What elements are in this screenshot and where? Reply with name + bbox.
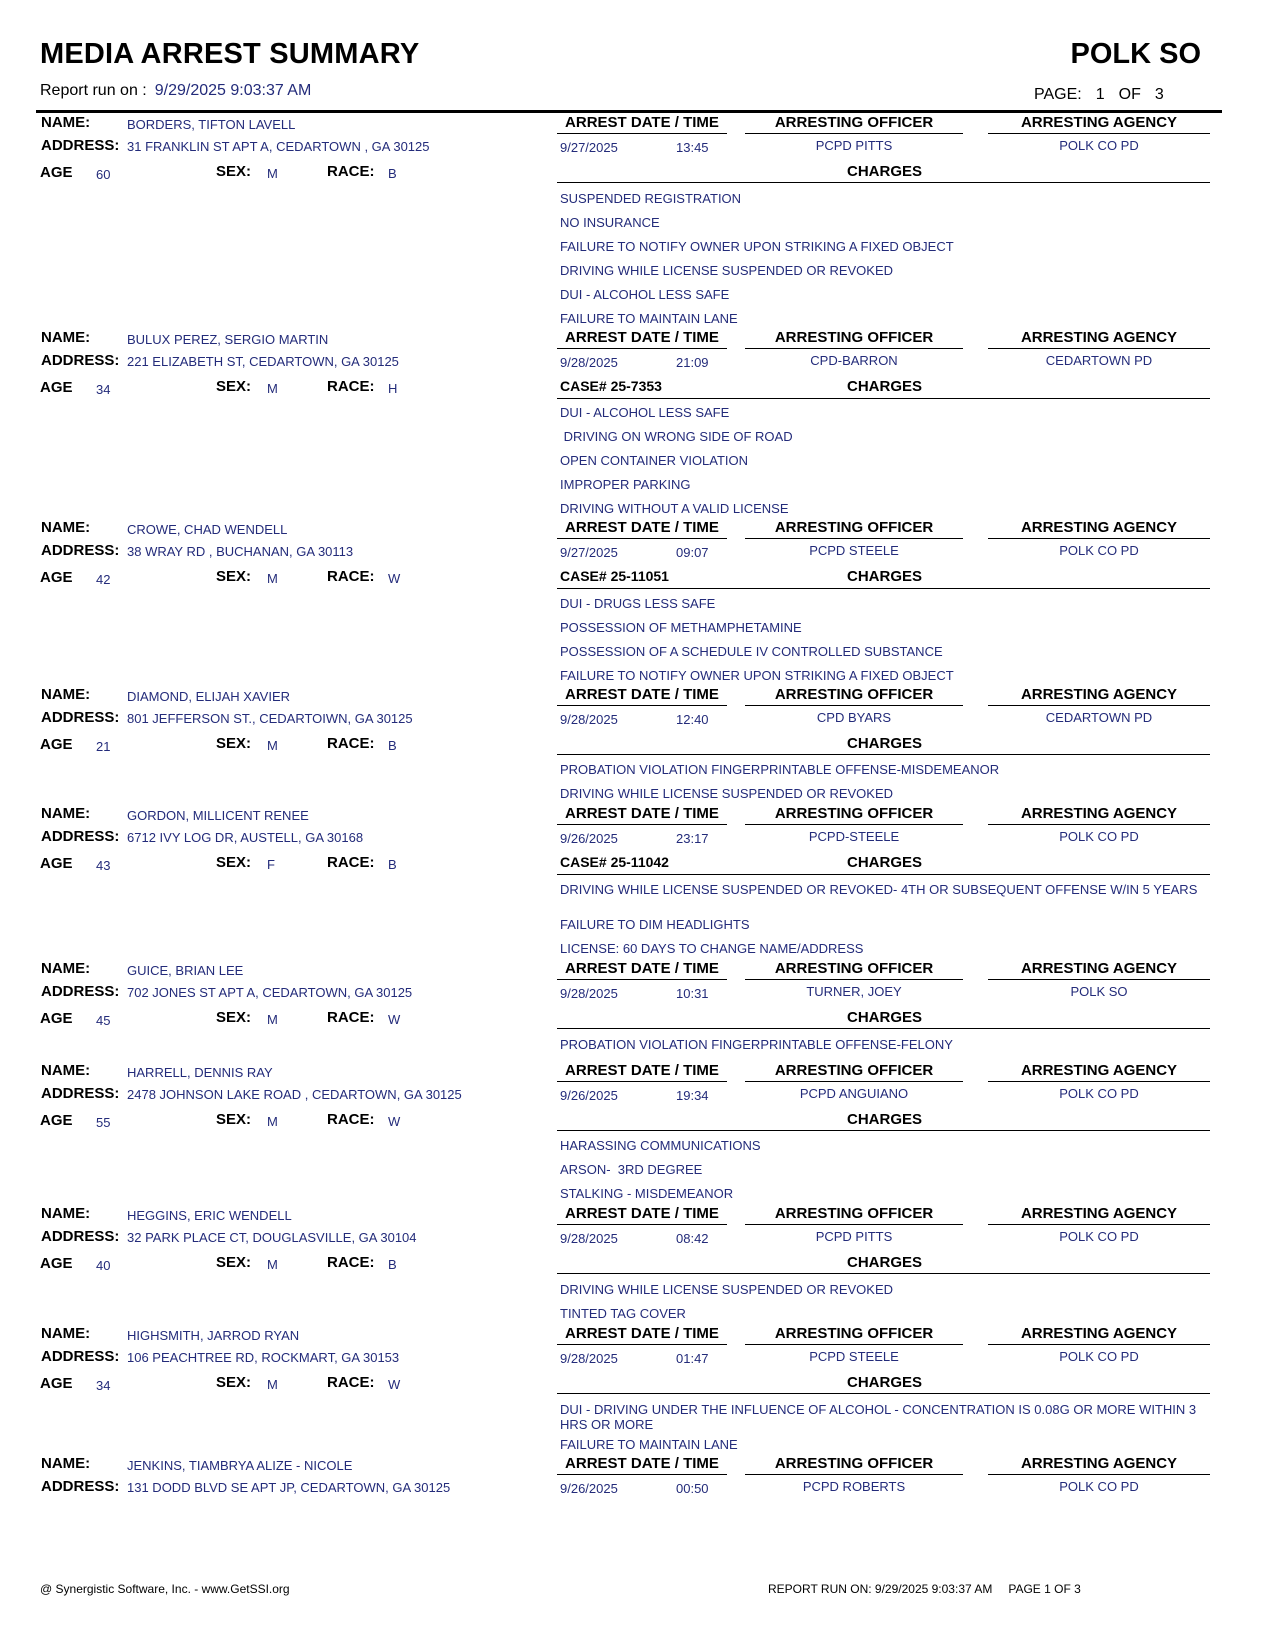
arrest-datetime-underline <box>557 1224 727 1225</box>
case-number: CASE# 25-11051 <box>560 568 669 584</box>
officer-underline <box>745 705 963 706</box>
age-label: AGE <box>40 379 73 396</box>
arresting-officer: PCPD-STEELE <box>808 829 900 844</box>
agency-header: ARRESTING AGENCY <box>1020 805 1178 822</box>
race-label: RACE: <box>327 1009 375 1026</box>
person-age: 60 <box>96 167 111 182</box>
arrest-time: 12:40 <box>676 712 709 727</box>
arrest-datetime-header: ARREST DATE / TIME <box>565 1205 719 1222</box>
officer-header: ARRESTING OFFICER <box>774 1455 934 1472</box>
sex-label: SEX: <box>216 163 252 180</box>
charge-item: DRIVING WHILE LICENSE SUSPENDED OR REVOKED <box>560 1282 894 1297</box>
arrest-datetime-header: ARREST DATE / TIME <box>565 1455 719 1472</box>
age-label: AGE <box>40 1112 73 1129</box>
person-age: 34 <box>96 1378 111 1393</box>
charges-header: CHARGES <box>847 854 923 871</box>
agency-underline <box>988 538 1210 539</box>
charge-item: STALKING - MISDEMEANOR <box>560 1186 734 1201</box>
header-rule <box>36 110 1222 113</box>
race-label: RACE: <box>327 568 375 585</box>
case-number: CASE# 25-11042 <box>560 854 669 870</box>
arresting-officer: PCPD ANGUIANO <box>799 1086 909 1101</box>
arrest-date: 9/27/2025 <box>560 545 618 560</box>
charges-header: CHARGES <box>847 568 923 585</box>
report-run-value: 9/29/2025 9:03:37 AM <box>154 82 312 99</box>
arrest-date: 9/26/2025 <box>560 1088 618 1103</box>
page-number: 1 <box>1095 86 1105 103</box>
charge-item: NO INSURANCE <box>560 215 660 230</box>
person-name: GUICE, BRIAN LEE <box>127 963 244 978</box>
agency-underline <box>988 1081 1210 1082</box>
race-label: RACE: <box>327 1254 375 1271</box>
person-race: W <box>388 1377 401 1392</box>
arrest-date: 9/28/2025 <box>560 355 618 370</box>
charge-item: DUI - ALCOHOL LESS SAFE <box>560 405 730 420</box>
person-age: 34 <box>96 382 111 397</box>
name-label: NAME: <box>41 1205 91 1222</box>
charge-item: DRIVING WHILE LICENSE SUSPENDED OR REVOKED- 4TH OR SUBSEQUENT OFFENSE W/IN 5 YEARS <box>560 882 1198 897</box>
officer-underline <box>745 133 963 134</box>
officer-underline <box>745 538 963 539</box>
name-label: NAME: <box>41 329 91 346</box>
arrest-time: 21:09 <box>676 355 709 370</box>
address-label: ADDRESS: <box>41 542 120 559</box>
arrest-datetime-underline <box>557 538 727 539</box>
age-label: AGE <box>40 855 73 872</box>
name-label: NAME: <box>41 1455 91 1472</box>
arrest-date: 9/28/2025 <box>560 1351 618 1366</box>
officer-underline <box>745 1081 963 1082</box>
agency-underline <box>988 705 1210 706</box>
arresting-officer: PCPD PITTS <box>815 138 893 153</box>
sex-label: SEX: <box>216 568 252 585</box>
officer-header: ARRESTING OFFICER <box>774 805 934 822</box>
officer-header: ARRESTING OFFICER <box>774 686 934 703</box>
officer-header: ARRESTING OFFICER <box>774 960 934 977</box>
person-sex: M <box>267 1012 278 1027</box>
charge-item: PROBATION VIOLATION FINGERPRINTABLE OFFENSE-MISDEMEANOR <box>560 762 1000 777</box>
charge-item: FAILURE TO MAINTAIN LANE <box>560 311 738 326</box>
footer-run-on: REPORT RUN ON: 9/29/2025 9:03:37 AM <box>768 1582 993 1596</box>
charges-underline <box>557 754 1210 755</box>
arrest-datetime-header: ARREST DATE / TIME <box>565 1062 719 1079</box>
charge-item: DRIVING WHILE LICENSE SUSPENDED OR REVOKED <box>560 786 894 801</box>
arrest-datetime-header: ARREST DATE / TIME <box>565 519 719 536</box>
agency-header: ARRESTING AGENCY <box>1020 1205 1178 1222</box>
arrest-time: 19:34 <box>676 1088 709 1103</box>
person-age: 45 <box>96 1013 111 1028</box>
officer-underline <box>745 979 963 980</box>
arrest-datetime-header: ARREST DATE / TIME <box>565 1325 719 1342</box>
arrest-date: 9/28/2025 <box>560 986 618 1001</box>
person-name: JENKINS, TIAMBRYA ALIZE - NICOLE <box>127 1458 353 1473</box>
person-age: 21 <box>96 739 111 754</box>
arrest-date: 9/26/2025 <box>560 831 618 846</box>
person-sex: F <box>267 857 275 872</box>
agency-header: ARRESTING AGENCY <box>1020 1062 1178 1079</box>
page-label: PAGE: <box>1034 86 1082 103</box>
charges-underline <box>557 1393 1210 1394</box>
agency-header: ARRESTING AGENCY <box>1020 1325 1178 1342</box>
arresting-agency: POLK CO PD <box>1059 829 1139 844</box>
arrest-datetime-header: ARREST DATE / TIME <box>565 329 719 346</box>
arresting-agency: CEDARTOWN PD <box>1045 353 1153 368</box>
arresting-agency: CEDARTOWN PD <box>1045 710 1153 725</box>
sex-label: SEX: <box>216 1254 252 1271</box>
charge-item: DRIVING WHILE LICENSE SUSPENDED OR REVOKED <box>560 263 894 278</box>
officer-underline <box>745 824 963 825</box>
page-indicator <box>1034 86 1178 104</box>
person-sex: M <box>267 1257 278 1272</box>
report-run-label: Report run on : <box>40 82 147 99</box>
name-label: NAME: <box>41 1062 91 1079</box>
address-label: ADDRESS: <box>41 1348 120 1365</box>
person-name: GORDON, MILLICENT RENEE <box>127 808 309 823</box>
age-label: AGE <box>40 1255 73 1272</box>
arrest-datetime-underline <box>557 1344 727 1345</box>
person-name: BULUX PEREZ, SERGIO MARTIN <box>127 332 329 347</box>
footer-copyright: @ Synergistic Software, Inc. - www.GetSSI.org <box>40 1582 290 1596</box>
arrest-datetime-header: ARREST DATE / TIME <box>565 114 719 131</box>
charges-header: CHARGES <box>847 378 923 395</box>
arrest-time: 01:47 <box>676 1351 709 1366</box>
arrest-datetime-underline <box>557 824 727 825</box>
race-label: RACE: <box>327 854 375 871</box>
arrest-datetime-underline <box>557 348 727 349</box>
charges-underline <box>557 874 1210 875</box>
arresting-agency: POLK CO PD <box>1059 1349 1139 1364</box>
arresting-agency: POLK SO <box>1070 984 1128 999</box>
charges-underline <box>557 398 1210 399</box>
sex-label: SEX: <box>216 1111 252 1128</box>
arrest-datetime-header: ARREST DATE / TIME <box>565 805 719 822</box>
person-address: 131 DODD BLVD SE APT JP, CEDARTOWN, GA 30125 <box>127 1480 451 1495</box>
age-label: AGE <box>40 164 73 181</box>
charge-item: HARASSING COMMUNICATIONS <box>560 1138 761 1153</box>
person-sex: M <box>267 738 278 753</box>
address-label: ADDRESS: <box>41 983 120 1000</box>
officer-underline <box>745 1474 963 1475</box>
charge-item: POSSESSION OF METHAMPHETAMINE <box>560 620 802 635</box>
person-sex: M <box>267 571 278 586</box>
person-sex: M <box>267 1377 278 1392</box>
sex-label: SEX: <box>216 1374 252 1391</box>
agency-header: ARRESTING AGENCY <box>1020 519 1178 536</box>
name-label: NAME: <box>41 960 91 977</box>
charge-item: PROBATION VIOLATION FINGERPRINTABLE OFFENSE-FELONY <box>560 1037 953 1052</box>
arresting-officer: TURNER, JOEY <box>806 984 902 999</box>
officer-header: ARRESTING OFFICER <box>774 519 934 536</box>
agency-underline <box>988 348 1210 349</box>
charges-header: CHARGES <box>847 1254 923 1271</box>
person-address: 221 ELIZABETH ST, CEDARTOWN, GA 30125 <box>127 354 399 369</box>
agency-underline <box>988 824 1210 825</box>
charges-header: CHARGES <box>847 1111 923 1128</box>
charges-underline <box>557 182 1210 183</box>
arrest-datetime-header: ARREST DATE / TIME <box>565 686 719 703</box>
agency-header: ARRESTING AGENCY <box>1020 1455 1178 1472</box>
person-address: 6712 IVY LOG DR, AUSTELL, GA 30168 <box>127 830 364 845</box>
agency-header: ARRESTING AGENCY <box>1020 686 1178 703</box>
arrest-time: 09:07 <box>676 545 709 560</box>
footer-page: PAGE 1 OF 3 <box>1008 1582 1081 1596</box>
charges-header: CHARGES <box>847 1009 923 1026</box>
person-race: H <box>388 381 398 396</box>
person-name: BORDERS, TIFTON LAVELL <box>127 117 296 132</box>
charge-item: FAILURE TO NOTIFY OWNER UPON STRIKING A FIXED OBJECT <box>560 668 954 683</box>
arrest-date: 9/28/2025 <box>560 1231 618 1246</box>
race-label: RACE: <box>327 1111 375 1128</box>
arrest-time: 00:50 <box>676 1481 709 1496</box>
charge-item: ARSON- 3RD DEGREE <box>560 1162 703 1177</box>
name-label: NAME: <box>41 805 91 822</box>
charge-item: FAILURE TO DIM HEADLIGHTS <box>560 917 750 932</box>
officer-underline <box>745 1344 963 1345</box>
person-race: W <box>388 1012 401 1027</box>
charge-item: OPEN CONTAINER VIOLATION <box>560 453 749 468</box>
race-label: RACE: <box>327 163 375 180</box>
arresting-officer: PCPD PITTS <box>815 1229 893 1244</box>
arrest-time: 10:31 <box>676 986 709 1001</box>
officer-underline <box>745 1224 963 1225</box>
agency-header: ARRESTING AGENCY <box>1020 114 1178 131</box>
person-age: 40 <box>96 1258 111 1273</box>
agency-title: POLK SO <box>1070 38 1201 70</box>
person-address: 106 PEACHTREE RD, ROCKMART, GA 30153 <box>127 1350 400 1365</box>
arrest-time: 08:42 <box>676 1231 709 1246</box>
arresting-agency: POLK CO PD <box>1059 1086 1139 1101</box>
person-name: HEGGINS, ERIC WENDELL <box>127 1208 292 1223</box>
arresting-officer: CPD BYARS <box>816 710 892 725</box>
arresting-agency: POLK CO PD <box>1059 1479 1139 1494</box>
person-sex: M <box>267 381 278 396</box>
person-sex: M <box>267 166 278 181</box>
race-label: RACE: <box>327 735 375 752</box>
charges-header: CHARGES <box>847 163 923 180</box>
charges-header: CHARGES <box>847 1374 923 1391</box>
charges-underline <box>557 1130 1210 1131</box>
charge-item: DRIVING WITHOUT A VALID LICENSE <box>560 501 789 516</box>
age-label: AGE <box>40 736 73 753</box>
charge-item: IMPROPER PARKING <box>560 477 691 492</box>
arrest-datetime-underline <box>557 1474 727 1475</box>
age-label: AGE <box>40 1375 73 1392</box>
arrest-datetime-underline <box>557 1081 727 1082</box>
officer-header: ARRESTING OFFICER <box>774 1205 934 1222</box>
person-race: B <box>388 1257 397 1272</box>
footer-run-info <box>768 1582 1081 1596</box>
person-name: HIGHSMITH, JARROD RYAN <box>127 1328 300 1343</box>
person-age: 55 <box>96 1115 111 1130</box>
charge-item: DRIVING ON WRONG SIDE OF ROAD <box>560 429 793 444</box>
name-label: NAME: <box>41 686 91 703</box>
agency-underline <box>988 1224 1210 1225</box>
person-race: B <box>388 738 397 753</box>
address-label: ADDRESS: <box>41 137 120 154</box>
arresting-officer: PCPD ROBERTS <box>802 1479 906 1494</box>
address-label: ADDRESS: <box>41 1085 120 1102</box>
address-label: ADDRESS: <box>41 352 120 369</box>
charge-item: DUI - DRIVING UNDER THE INFLUENCE OF ALCOHOL - CONCENTRATION IS 0.08G OR MORE WITHIN 3 HRS OR MORE <box>560 1402 1200 1432</box>
arrest-datetime-underline <box>557 705 727 706</box>
charge-item: LICENSE: 60 DAYS TO CHANGE NAME/ADDRESS <box>560 941 864 956</box>
arrest-time: 13:45 <box>676 140 709 155</box>
arrest-datetime-underline <box>557 979 727 980</box>
arrest-time: 23:17 <box>676 831 709 846</box>
person-name: HARRELL, DENNIS RAY <box>127 1065 273 1080</box>
agency-underline <box>988 1474 1210 1475</box>
arresting-officer: PCPD STEELE <box>809 543 899 558</box>
sex-label: SEX: <box>216 378 252 395</box>
person-age: 43 <box>96 858 111 873</box>
person-address: 32 PARK PLACE CT, DOUGLASVILLE, GA 30104 <box>127 1230 417 1245</box>
person-name: DIAMOND, ELIJAH XAVIER <box>127 689 291 704</box>
arrest-date: 9/27/2025 <box>560 140 618 155</box>
sex-label: SEX: <box>216 1009 252 1026</box>
arresting-agency: POLK CO PD <box>1059 138 1139 153</box>
agency-underline <box>988 1344 1210 1345</box>
sex-label: SEX: <box>216 735 252 752</box>
person-address: 801 JEFFERSON ST., CEDARTOIWN, GA 30125 <box>127 711 413 726</box>
age-label: AGE <box>40 1010 73 1027</box>
person-race: W <box>388 1114 401 1129</box>
address-label: ADDRESS: <box>41 1478 120 1495</box>
charge-item: FAILURE TO MAINTAIN LANE <box>560 1437 738 1452</box>
person-name: CROWE, CHAD WENDELL <box>127 522 288 537</box>
person-race: B <box>388 857 397 872</box>
charge-item: FAILURE TO NOTIFY OWNER UPON STRIKING A FIXED OBJECT <box>560 239 954 254</box>
name-label: NAME: <box>41 519 91 536</box>
officer-header: ARRESTING OFFICER <box>774 1062 934 1079</box>
name-label: NAME: <box>41 1325 91 1342</box>
officer-underline <box>745 348 963 349</box>
charges-underline <box>557 1028 1210 1029</box>
person-address: 702 JONES ST APT A, CEDARTOWN, GA 30125 <box>127 985 413 1000</box>
arrest-datetime-underline <box>557 133 727 134</box>
charges-header: CHARGES <box>847 735 923 752</box>
report-run-line <box>40 82 311 100</box>
officer-header: ARRESTING OFFICER <box>774 114 934 131</box>
sex-label: SEX: <box>216 854 252 871</box>
person-address: 2478 JOHNSON LAKE ROAD , CEDARTOWN, GA 30125 <box>127 1087 462 1102</box>
charge-item: POSSESSION OF A SCHEDULE IV CONTROLLED SUBSTANCE <box>560 644 943 659</box>
person-address: 38 WRAY RD , BUCHANAN, GA 30113 <box>127 544 354 559</box>
page-total: 3 <box>1154 86 1164 103</box>
race-label: RACE: <box>327 1374 375 1391</box>
charge-item: DUI - DRUGS LESS SAFE <box>560 596 716 611</box>
arresting-agency: POLK CO PD <box>1059 543 1139 558</box>
arresting-agency: POLK CO PD <box>1059 1229 1139 1244</box>
age-label: AGE <box>40 569 73 586</box>
case-number: CASE# 25-7353 <box>560 378 662 394</box>
arresting-officer: PCPD STEELE <box>809 1349 899 1364</box>
charges-underline <box>557 588 1210 589</box>
agency-header: ARRESTING AGENCY <box>1020 329 1178 346</box>
address-label: ADDRESS: <box>41 709 120 726</box>
arrest-datetime-header: ARREST DATE / TIME <box>565 960 719 977</box>
person-age: 42 <box>96 572 111 587</box>
person-race: B <box>388 166 397 181</box>
agency-header: ARRESTING AGENCY <box>1020 960 1178 977</box>
arrest-date: 9/28/2025 <box>560 712 618 727</box>
race-label: RACE: <box>327 378 375 395</box>
agency-underline <box>988 133 1210 134</box>
charge-item: TINTED TAG COVER <box>560 1306 686 1321</box>
person-address: 31 FRANKLIN ST APT A, CEDARTOWN , GA 30125 <box>127 139 430 154</box>
of-label: OF <box>1118 86 1141 103</box>
officer-header: ARRESTING OFFICER <box>774 1325 934 1342</box>
agency-underline <box>988 979 1210 980</box>
charge-item: SUSPENDED REGISTRATION <box>560 191 742 206</box>
report-title: MEDIA ARREST SUMMARY <box>40 38 420 70</box>
charge-item: DUI - ALCOHOL LESS SAFE <box>560 287 730 302</box>
arresting-officer: CPD-BARRON <box>810 353 898 368</box>
person-sex: M <box>267 1114 278 1129</box>
officer-header: ARRESTING OFFICER <box>774 329 934 346</box>
arrest-date: 9/26/2025 <box>560 1481 618 1496</box>
name-label: NAME: <box>41 114 91 131</box>
person-race: W <box>388 571 401 586</box>
address-label: ADDRESS: <box>41 1228 120 1245</box>
address-label: ADDRESS: <box>41 828 120 845</box>
charges-underline <box>557 1273 1210 1274</box>
